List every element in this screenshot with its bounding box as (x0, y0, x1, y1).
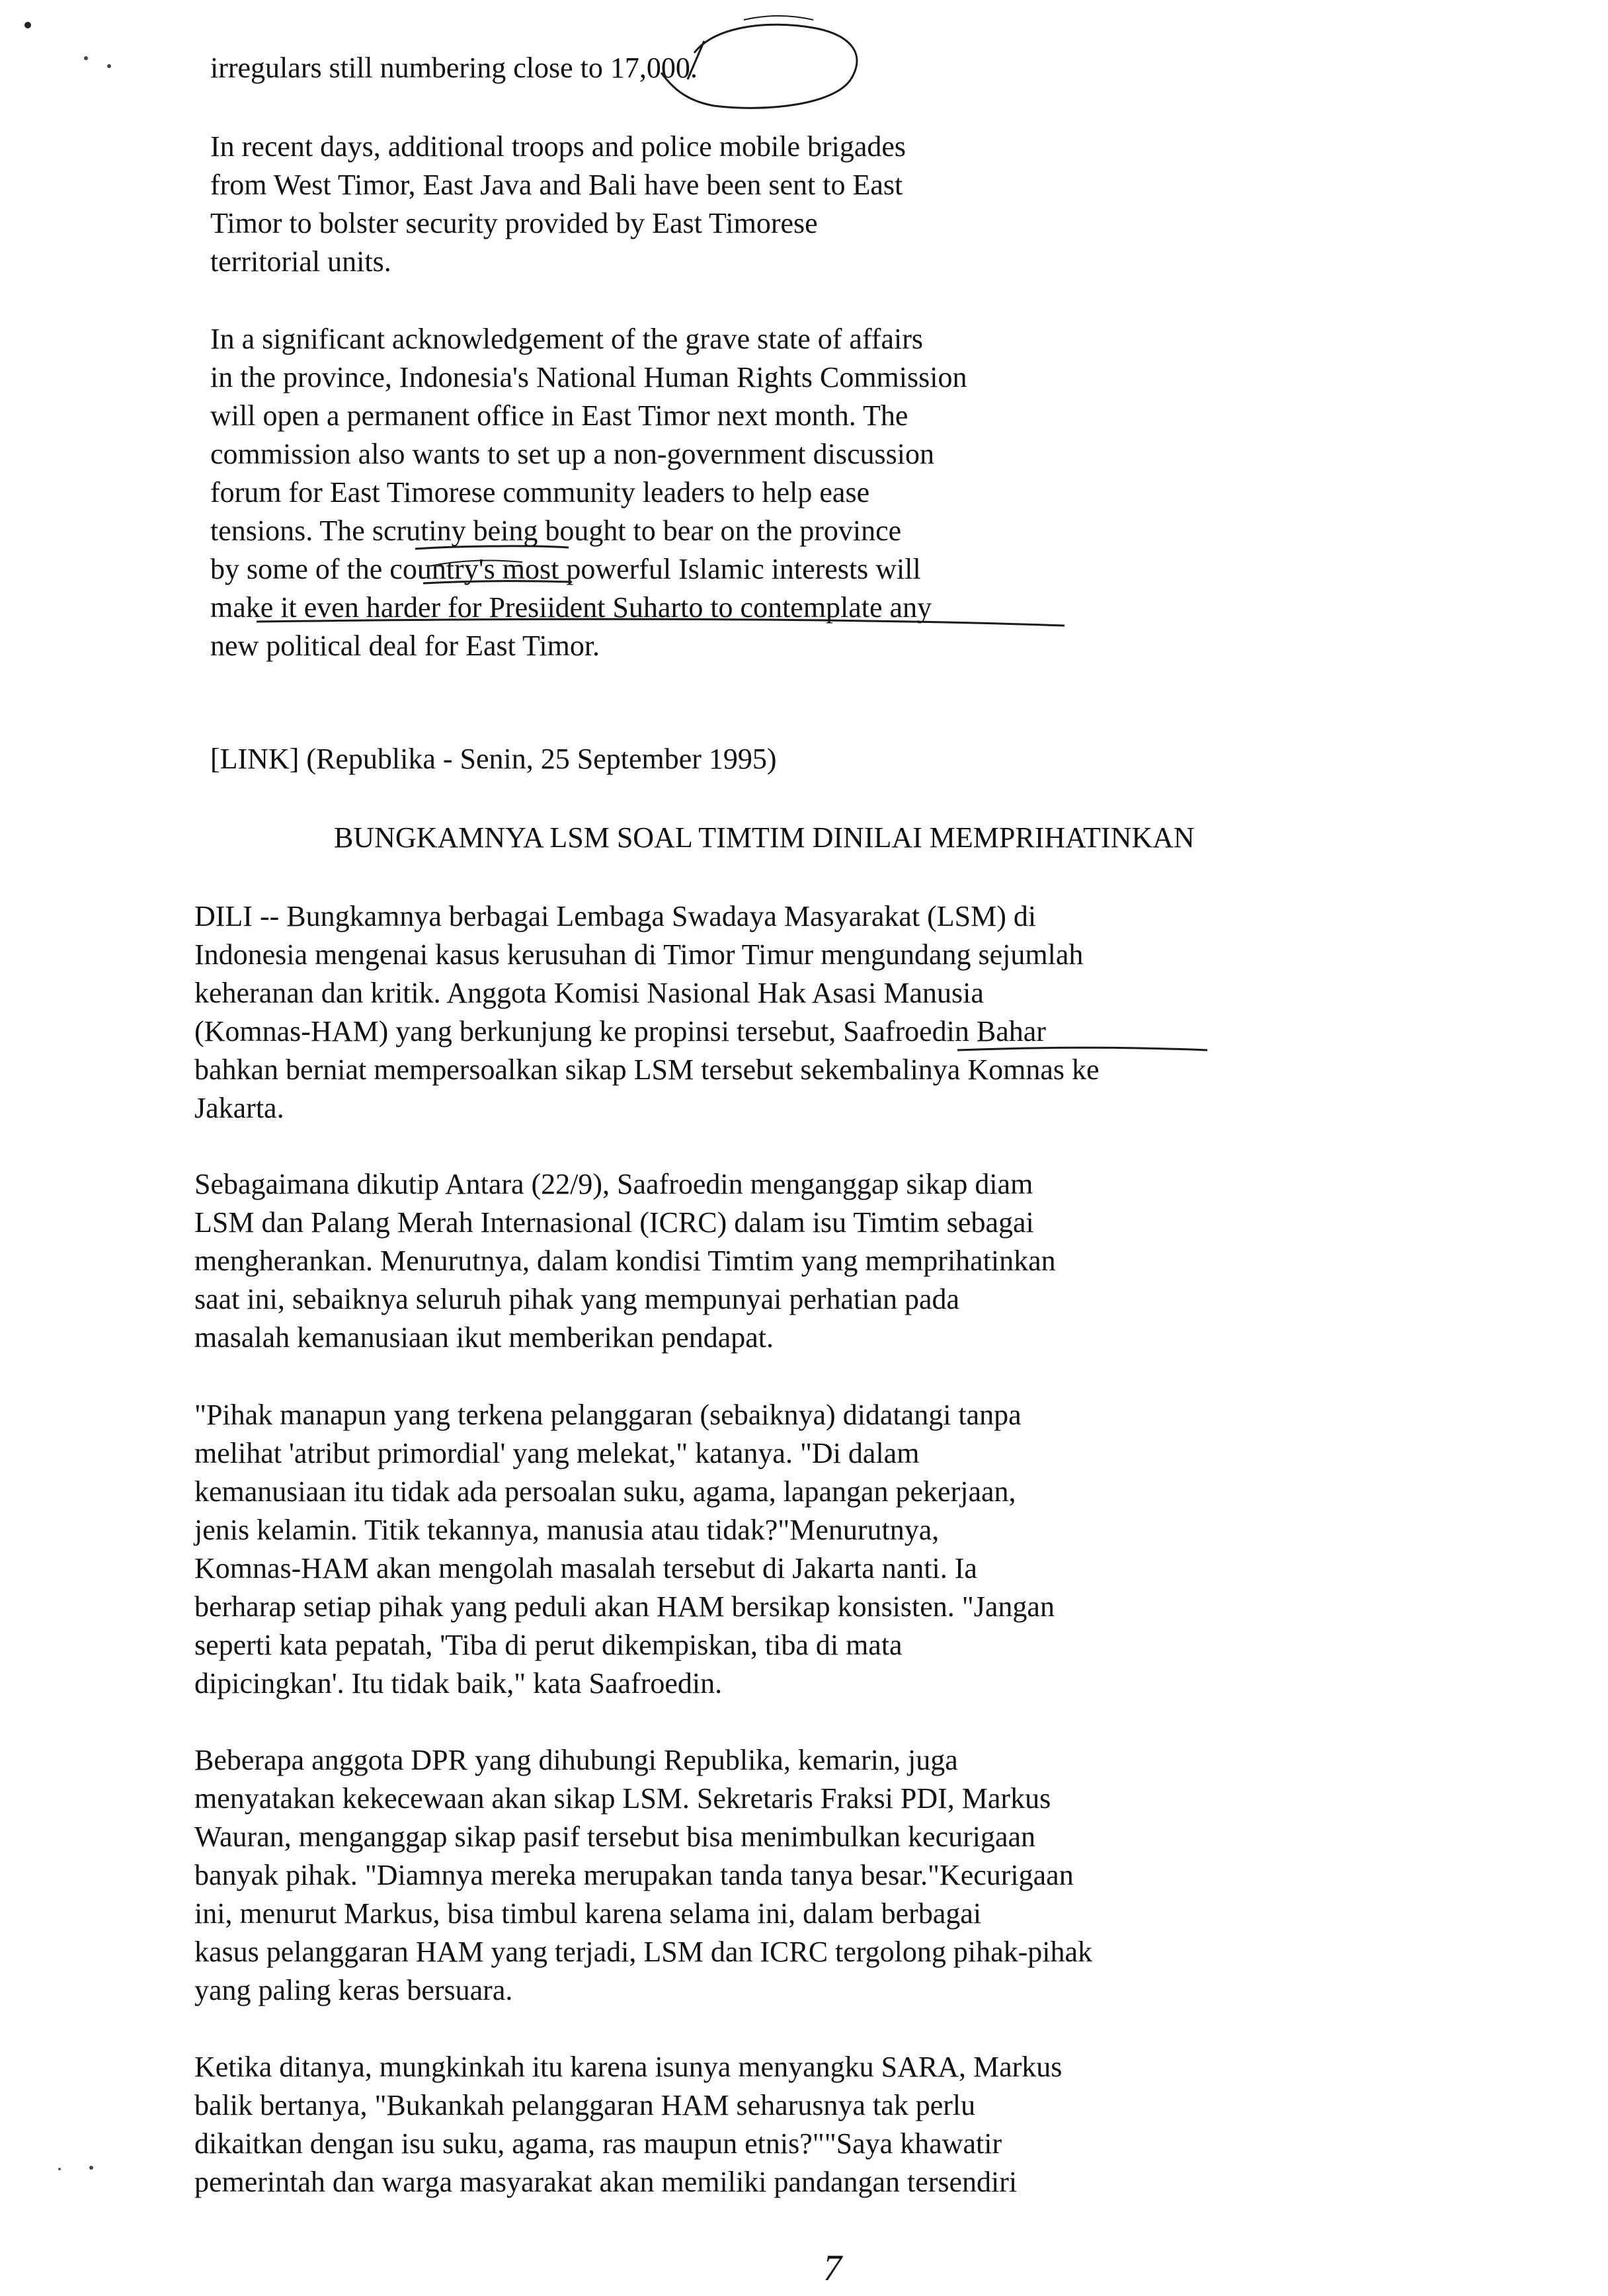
scan-speck (58, 2168, 61, 2170)
circle-tail-mark (744, 16, 813, 20)
scan-speck (107, 64, 111, 68)
text-line: dipicingkan'. Itu tidak baik," kata Saafroedin. (194, 1667, 723, 1700)
text-line: Timor to bolster security provided by East Timorese (210, 207, 818, 239)
article-headline: BUNGKAMNYA LSM SOAL TIMTIM DINILAI MEMPRIHATINKAN (334, 821, 1195, 854)
text-line: Indonesia mengenai kasus kerusuhan di Timor Timur mengundang sejumlah (194, 938, 1084, 971)
text-line: irregulars still numbering close to 17,000. (210, 52, 698, 84)
circle-mark (661, 24, 857, 108)
text-line: tensions. The scrutiny being bought to bear on the province (210, 514, 902, 547)
text-line: yang paling keras bersuara. (194, 1974, 513, 2006)
text-line: In recent days, additional troops and police mobile brigades (210, 130, 906, 163)
text-line: Ketika ditanya, mungkinkah itu karena isunya menyangku SARA, Markus (194, 2051, 1063, 2083)
page-number: 7 (823, 2248, 842, 2289)
text-line: keheranan dan kritik. Anggota Komisi Nasional Hak Asasi Manusia (194, 977, 984, 1009)
text-line: kemanusiaan itu tidak ada persoalan suku, agama, lapangan pekerjaan, (194, 1475, 1016, 1508)
text-line: "Pihak manapun yang terkena pelanggaran (sebaiknya) didatangi tanpa (194, 1399, 1022, 1431)
text-line: kasus pelanggaran HAM yang terjadi, LSM dan ICRC tergolong pihak-pihak (194, 1936, 1093, 1968)
text-line: seperti kata pepatah, 'Tiba di perut dikempiskan, tiba di mata (194, 1629, 903, 1661)
text-line: pemerintah dan warga masyarakat akan memiliki pandangan tersendiri (194, 2166, 1018, 2198)
text-line: jenis kelamin. Titik tekannya, manusia atau tidak?"Menurutnya, (194, 1514, 940, 1546)
underline-mark (415, 546, 569, 549)
scan-speck (24, 22, 31, 28)
text-line: Beberapa anggota DPR yang dihubungi Republika, kemarin, juga (194, 1744, 958, 1776)
text-line: Sebagaimana dikutip Antara (22/9), Saafroedin menganggap sikap diam (194, 1168, 1033, 1200)
text-line: in the province, Indonesia's National Human Rights Commission (210, 361, 967, 393)
scan-speck (89, 2166, 93, 2170)
text-line: masalah kemanusiaan ikut memberikan pendapat. (194, 1321, 774, 1354)
text-line: territorial units. (210, 245, 391, 278)
slash-mark (688, 41, 704, 79)
text-line: bahkan berniat mempersoalkan sikap LSM tersebut sekembalinya Komnas ke (194, 1053, 1100, 1086)
text-line: melihat 'atribut primordial' yang melekat," katanya. "Di dalam (194, 1437, 920, 1469)
underline-mark (957, 1047, 1207, 1050)
text-line: make it even harder for Presiident Suharto to contemplate any (210, 591, 932, 624)
text-line: forum for East Timorese community leaders to help ease (210, 476, 870, 509)
text-line: banyak pihak. "Diamnya mereka merupakan tanda tanya besar."Kecurigaan (194, 1859, 1074, 1891)
text-line: DILI -- Bungkamnya berbagai Lembaga Swadaya Masyarakat (LSM) di (194, 900, 1037, 932)
text-line: will open a permanent office in East Timor next month. The (210, 399, 908, 432)
text-line: (Komnas-HAM) yang berkunjung ke propinsi tersebut, Saafroedin Bahar (194, 1015, 1046, 1047)
text-line: commission also wants to set up a non-government discussion (210, 438, 934, 470)
text-line: menyatakan kekecewaan akan sikap LSM. Sekretaris Fraksi PDI, Markus (194, 1782, 1051, 1815)
text-line: mengherankan. Menurutnya, dalam kondisi Timtim yang memprihatinkan (194, 1245, 1056, 1277)
text-line: berharap setiap pihak yang peduli akan HAM bersikap konsisten. "Jangan (194, 1590, 1055, 1623)
text-line: new political deal for East Timor. (210, 630, 600, 662)
text-line: ini, menurut Markus, bisa timbul karena selama ini, dalam berbagai (194, 1897, 982, 1930)
text-line: In a significant acknowledgement of the grave state of affairs (210, 323, 923, 355)
text-line: balik bertanya, "Bukankah pelanggaran HAM seharusnya tak perlu (194, 2089, 976, 2121)
text-line: Komnas-HAM akan mengolah masalah tersebut di Jakarta nanti. Ia (194, 1552, 977, 1584)
source-line: [LINK] (Republika - Senin, 25 September 1995) (210, 743, 777, 775)
text-line: by some of the country's most powerful Islamic interests will (210, 553, 921, 585)
overline-mark (430, 561, 522, 566)
scan-speck (84, 56, 88, 60)
underline-mark (257, 619, 1065, 626)
text-line: Wauran, menganggap sikap pasif tersebut bisa menimbulkan kecurigaan (194, 1821, 1036, 1853)
text-line: dikaitkan dengan isu suku, agama, ras maupun etnis?""Saya khawatir (194, 2127, 1002, 2160)
text-line: Jakarta. (194, 1092, 284, 1124)
underline-mark (423, 581, 572, 583)
text-line: from West Timor, East Java and Bali have been sent to East (210, 169, 903, 201)
text-line: LSM dan Palang Merah Internasional (ICRC) dalam isu Timtim sebagai (194, 1206, 1034, 1239)
text-line: saat ini, sebaiknya seluruh pihak yang mempunyai perhatian pada (194, 1283, 960, 1315)
